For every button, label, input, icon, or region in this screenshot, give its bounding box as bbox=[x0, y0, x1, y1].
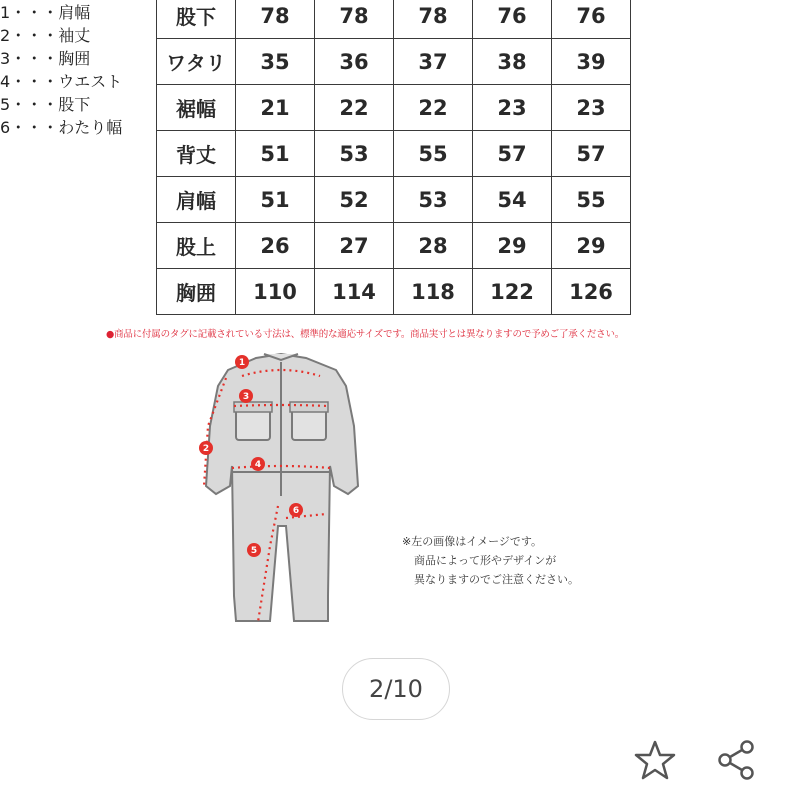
size-cell: 27 bbox=[315, 223, 394, 269]
size-cell: 21 bbox=[236, 85, 315, 131]
legend-label: 袖丈 bbox=[58, 26, 91, 45]
size-cell: 55 bbox=[552, 177, 631, 223]
figure-marker bbox=[199, 441, 213, 455]
size-cell: 51 bbox=[236, 131, 315, 177]
size-row-label: 股上 bbox=[157, 223, 236, 269]
legend-number-badge: 4 bbox=[0, 72, 11, 91]
size-cell: 55 bbox=[394, 131, 473, 177]
size-cell: 37 bbox=[394, 39, 473, 85]
size-cell: 22 bbox=[315, 85, 394, 131]
coverall-illustration bbox=[186, 346, 376, 630]
size-cell: 76 bbox=[552, 0, 631, 39]
size-cell: 54 bbox=[473, 177, 552, 223]
size-row-label: 股下 bbox=[157, 0, 236, 39]
size-row-label: 肩幅 bbox=[157, 177, 236, 223]
figure-marker bbox=[289, 503, 303, 517]
size-cell: 53 bbox=[315, 131, 394, 177]
size-cell: 122 bbox=[473, 269, 552, 315]
size-cell: 35 bbox=[236, 39, 315, 85]
size-row-label: ワタリ bbox=[157, 39, 236, 85]
size-cell: 28 bbox=[394, 223, 473, 269]
figure-marker bbox=[247, 543, 261, 557]
image-note-line: 商品によって形やデザインが bbox=[414, 554, 557, 567]
size-table-row bbox=[157, 269, 631, 315]
legend-dots: ・・・ bbox=[10, 118, 59, 137]
legend-label: 胸囲 bbox=[58, 49, 91, 68]
legend-number-badge: 5 bbox=[0, 95, 11, 114]
size-table-row bbox=[157, 131, 631, 177]
size-cell: 57 bbox=[552, 131, 631, 177]
size-table bbox=[156, 0, 631, 315]
size-cell: 78 bbox=[315, 0, 394, 39]
legend-dots: ・・・ bbox=[10, 95, 59, 114]
figure-marker-label: 1 bbox=[238, 358, 246, 368]
legend-number-badge: 1 bbox=[0, 3, 11, 22]
size-cell: 57 bbox=[473, 131, 552, 177]
size-table-row bbox=[157, 39, 631, 85]
figure-marker-label: 4 bbox=[254, 460, 262, 470]
legend-dots: ・・・ bbox=[10, 26, 59, 45]
size-cell: 29 bbox=[473, 223, 552, 269]
figure-marker-label: 2 bbox=[202, 444, 210, 454]
size-table-row bbox=[157, 223, 631, 269]
size-table-row bbox=[157, 85, 631, 131]
size-cell: 118 bbox=[394, 269, 473, 315]
figure-marker bbox=[239, 389, 253, 403]
legend-number-badge: 2 bbox=[0, 26, 11, 45]
size-cell: 38 bbox=[473, 39, 552, 85]
size-cell: 52 bbox=[315, 177, 394, 223]
size-cell: 36 bbox=[315, 39, 394, 85]
favorite-button[interactable] bbox=[631, 736, 679, 784]
size-cell: 26 bbox=[236, 223, 315, 269]
size-cell: 114 bbox=[315, 269, 394, 315]
size-cell: 51 bbox=[236, 177, 315, 223]
legend-label: 肩幅 bbox=[58, 3, 91, 22]
size-row-label: 裾幅 bbox=[157, 85, 236, 131]
legend-label: 股下 bbox=[58, 95, 91, 114]
size-table-row bbox=[157, 177, 631, 223]
size-row-label: 背丈 bbox=[157, 131, 236, 177]
size-cell: 29 bbox=[552, 223, 631, 269]
figure-marker-label: 3 bbox=[242, 392, 250, 402]
legend-dots: ・・・ bbox=[10, 3, 59, 22]
image-note-line: 異なりますのでご注意ください。 bbox=[414, 573, 579, 586]
figure-marker-label: 5 bbox=[250, 546, 258, 556]
legend-number-badge: 3 bbox=[0, 49, 11, 68]
star-icon bbox=[633, 738, 677, 782]
size-cell: 22 bbox=[394, 85, 473, 131]
size-notice: ●商品に付属のタグに記載されている寸法は、標準的な適応サイズです。商品実寸とは異なりますので予めご了承ください。 bbox=[106, 329, 625, 340]
legend-label: わたり幅 bbox=[58, 118, 123, 137]
share-button[interactable] bbox=[712, 736, 760, 784]
size-cell: 23 bbox=[552, 85, 631, 131]
image-note bbox=[402, 532, 579, 589]
legend-dots: ・・・ bbox=[10, 72, 59, 91]
size-table-row bbox=[157, 0, 631, 39]
size-cell: 78 bbox=[394, 0, 473, 39]
figure-marker bbox=[235, 355, 249, 369]
legend-label: ウエスト bbox=[58, 72, 123, 91]
gallery-counter: 2/10 bbox=[342, 658, 450, 720]
share-icon bbox=[714, 738, 758, 782]
figure-marker-label: 6 bbox=[292, 506, 300, 516]
size-cell: 39 bbox=[552, 39, 631, 85]
size-row-label: 胸囲 bbox=[157, 269, 236, 315]
size-cell: 76 bbox=[473, 0, 552, 39]
size-cell: 126 bbox=[552, 269, 631, 315]
size-cell: 23 bbox=[473, 85, 552, 131]
size-cell: 53 bbox=[394, 177, 473, 223]
figure-marker bbox=[251, 457, 265, 471]
size-cell: 78 bbox=[236, 0, 315, 39]
image-note-line: ※左の画像はイメージです。 bbox=[402, 535, 543, 548]
legend-dots: ・・・ bbox=[10, 49, 59, 68]
legend-number-badge: 6 bbox=[0, 118, 11, 137]
size-cell: 110 bbox=[236, 269, 315, 315]
